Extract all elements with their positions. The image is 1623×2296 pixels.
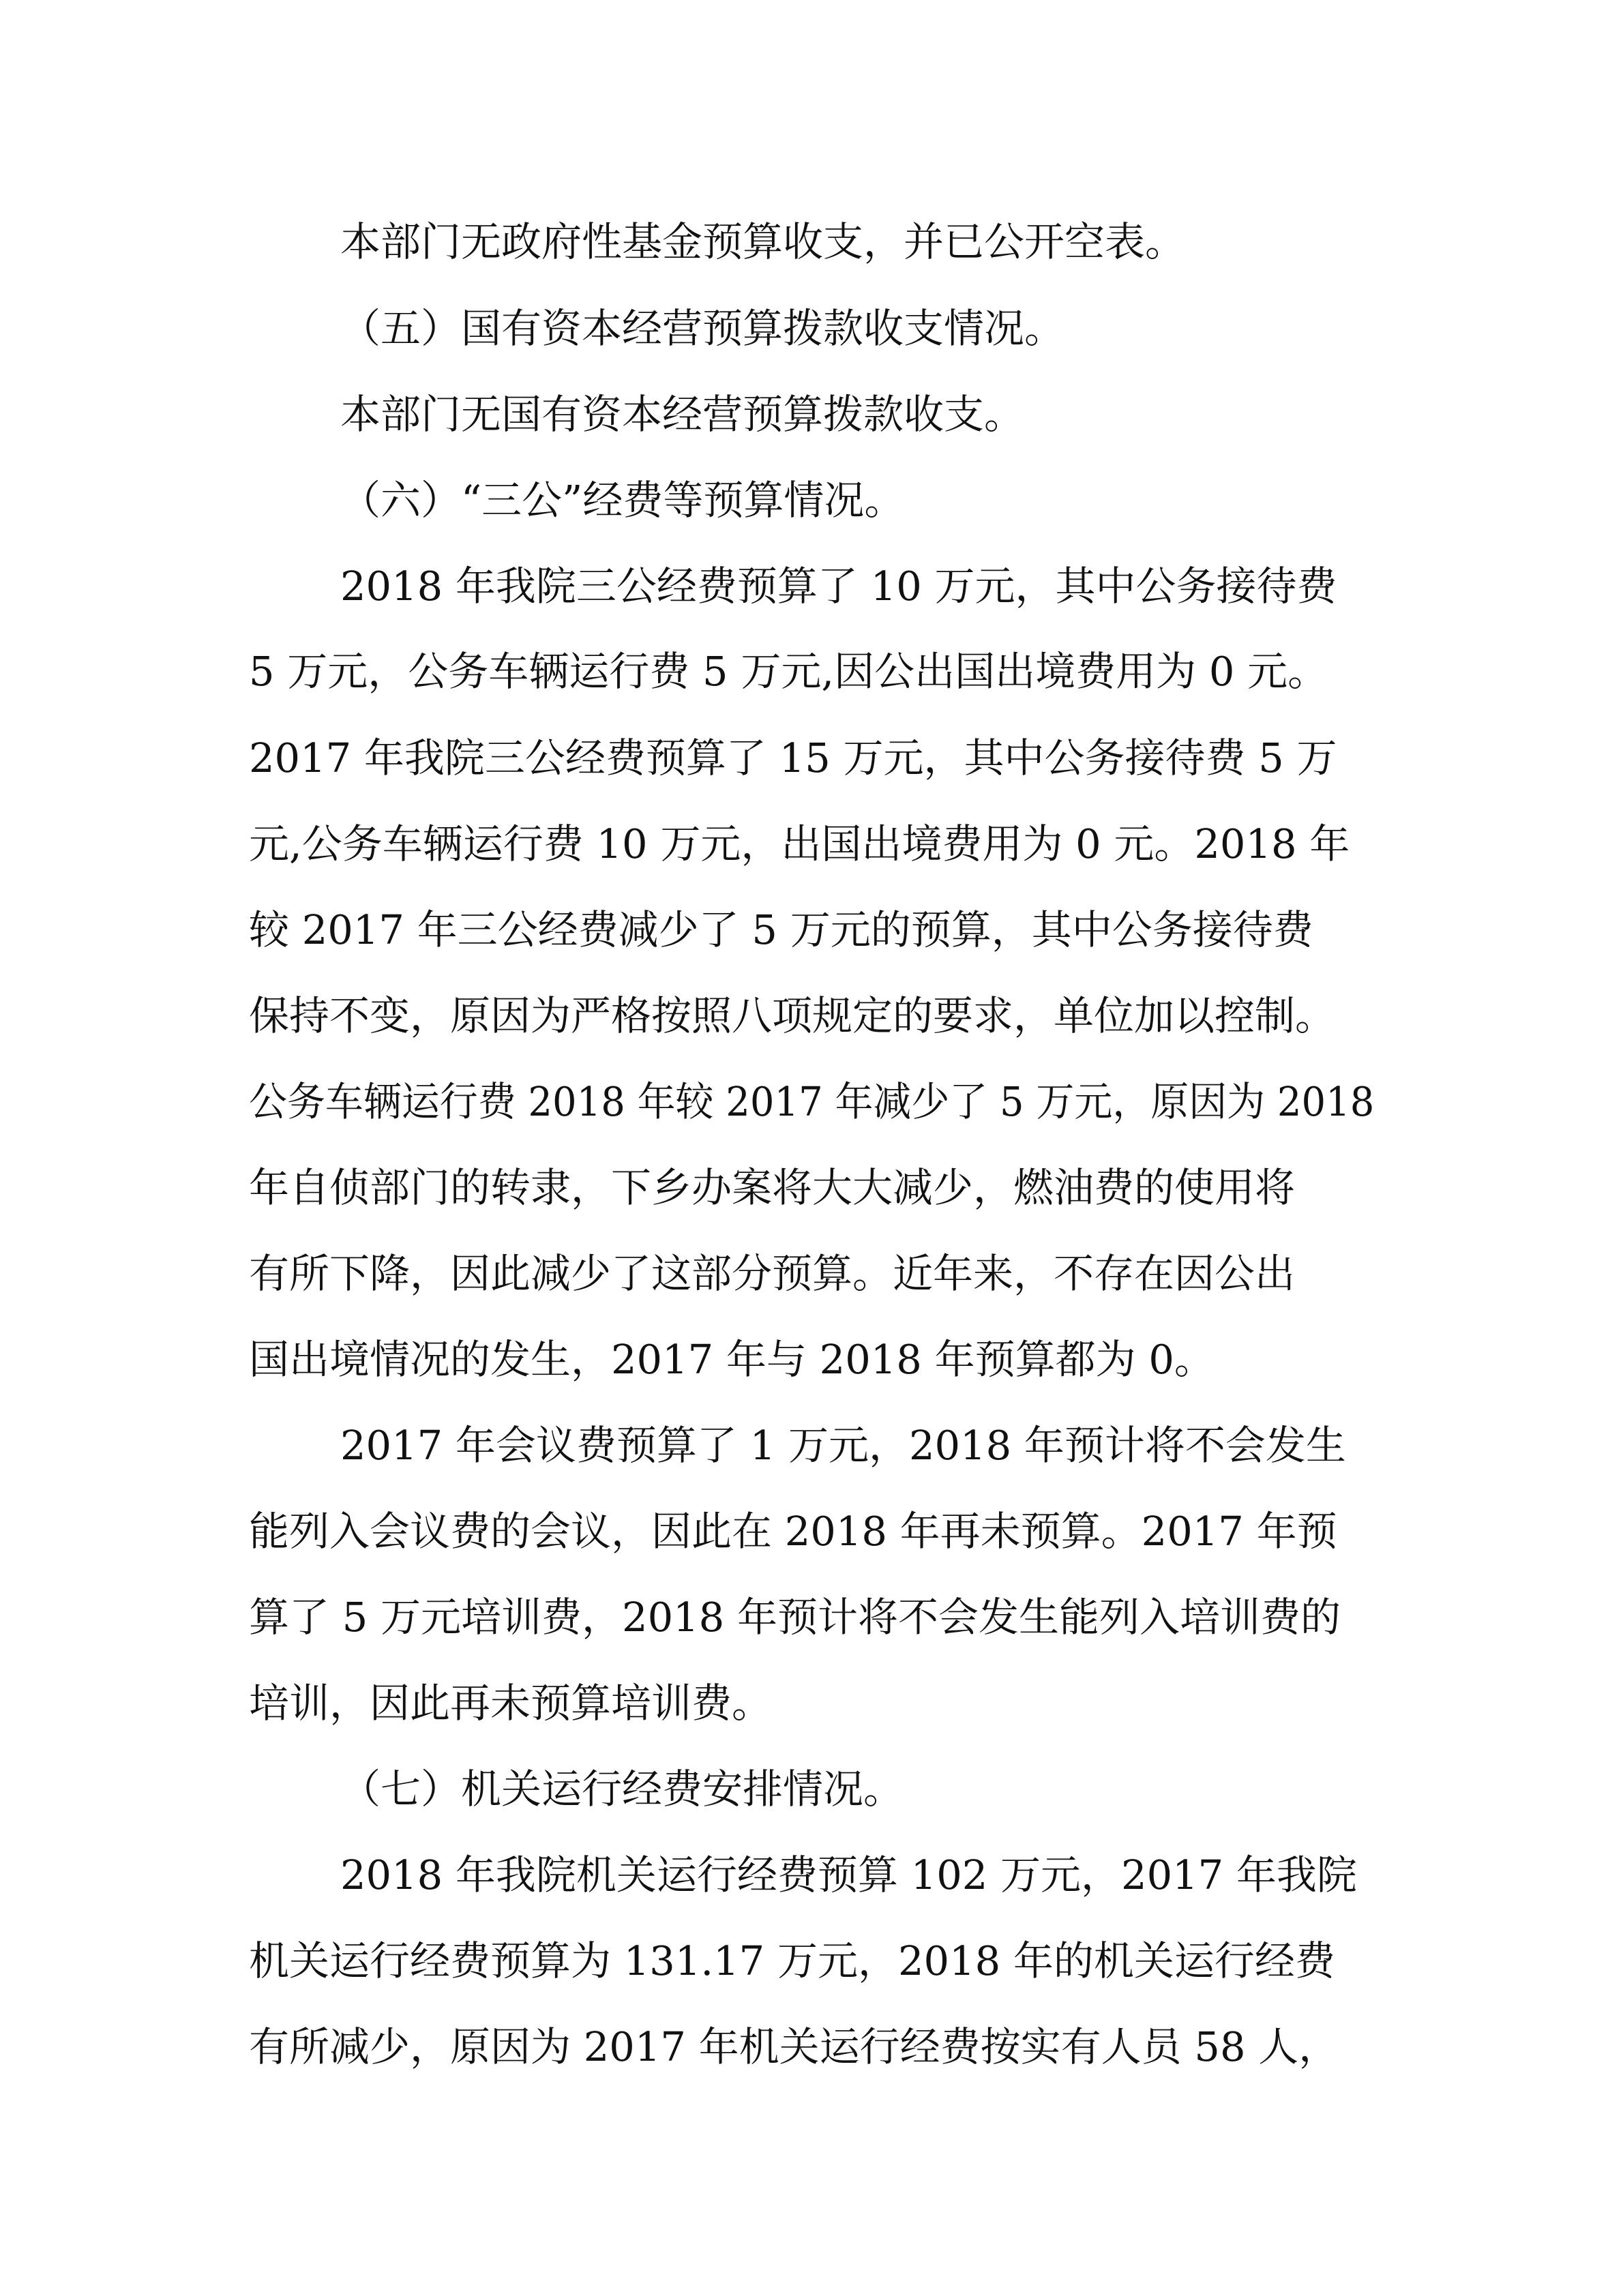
paragraph-line: 保持不变，原因为严格按照八项规定的要求，单位加以控制。 [249,992,1336,1039]
section-heading: （六）“三公”经费等预算情况。 [340,477,905,524]
paragraph-line: 本部门无政府性基金预算收支，并已公开空表。 [340,218,1186,265]
paragraph-line: 年自侦部门的转隶，下乡办案将大大减少，燃油费的使用将 [249,1164,1296,1211]
paragraph-line: 有所下降，因此减少了这部分预算。近年来，不存在因公出 [249,1250,1296,1297]
paragraph-line: 2017 年会议费预算了 1 万元，2018 年预计将不会发生 [340,1422,1346,1469]
section-heading: （五）国有资本经营预算拨款收支情况。 [340,305,1065,352]
paragraph-line: 国出境情况的发生，2017 年与 2018 年预算都为 0。 [249,1336,1215,1383]
paragraph-line: 本部门无国有资本经营预算拨款收支。 [340,391,1025,438]
paragraph-line: 能列入会议费的会议，因此在 2018 年再未预算。2017 年预 [249,1508,1337,1555]
paragraph-line: 有所减少，原因为 2017 年机关运行经费按实有人员 58 人， [249,2023,1339,2070]
paragraph-line: 较 2017 年三公经费减少了 5 万元的预算，其中公务接待费 [249,906,1313,953]
paragraph-line: 公务车辆运行费 2018 年较 2017 年减少了 5 万元，原因为 2018 [249,1078,1375,1125]
paragraph-line: 算了 5 万元培训费，2018 年预计将不会发生能列入培训费的 [249,1594,1341,1641]
paragraph-line: 2017 年我院三公经费预算了 15 万元，其中公务接待费 5 万 [249,734,1337,781]
paragraph-line: 2018 年我院三公经费预算了 10 万元，其中公务接待费 [340,563,1337,610]
paragraph-line: 2018 年我院机关运行经费预算 102 万元，2017 年我院 [340,1851,1357,1898]
paragraph-line: 培训，因此再未预算培训费。 [249,1680,773,1727]
paragraph-line: 元,公务车辆运行费 10 万元，出国出境费用为 0 元。2018 年 [249,820,1350,867]
section-heading: （七）机关运行经费安排情况。 [340,1765,904,1813]
paragraph-line: 机关运行经费预算为 131.17 万元，2018 年的机关运行经费 [249,1937,1335,1984]
paragraph-line: 5 万元，公务车辆运行费 5 万元,因公出国出境费用为 0 元。 [249,648,1328,695]
